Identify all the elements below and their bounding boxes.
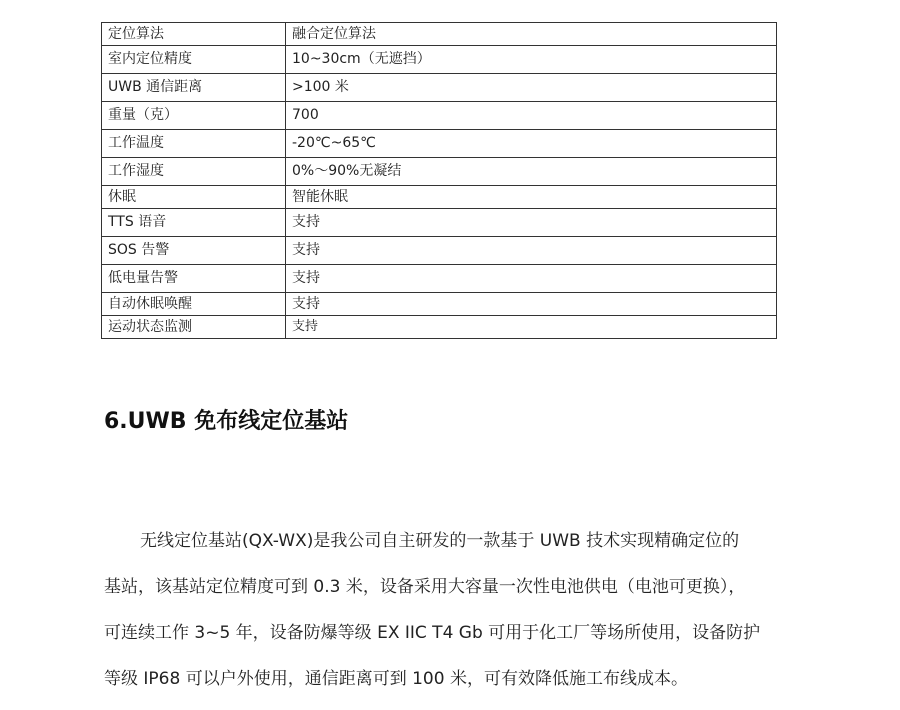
spec-label: UWB 通信距离 <box>102 74 286 102</box>
paragraph-line: 无线定位基站(QX-WX)是我公司自主研发的一款基于 UWB 技术实现精确定位的 <box>140 531 740 551</box>
spec-value: 700 <box>286 102 777 130</box>
spec-value: 支持 <box>286 293 777 316</box>
spec-label: TTS 语音 <box>102 209 286 237</box>
spec-label: 工作温度 <box>102 130 286 158</box>
table-row <box>102 186 777 209</box>
table-row <box>102 23 777 46</box>
paragraph-line: 等级 IP68 可以户外使用，通信距离可到 100 米，可有效降低施工布线成本。 <box>104 669 688 689</box>
table-row <box>102 237 777 265</box>
table-row <box>102 209 777 237</box>
table-row <box>102 130 777 158</box>
spec-label: 室内定位精度 <box>102 46 286 74</box>
spec-table <box>101 22 777 339</box>
table-row <box>102 293 777 316</box>
section-paragraph <box>104 518 804 702</box>
spec-label: 休眠 <box>102 186 286 209</box>
table-row <box>102 74 777 102</box>
spec-label: 工作湿度 <box>102 158 286 186</box>
spec-label: 定位算法 <box>102 23 286 46</box>
spec-label: 运动状态监测 <box>102 316 286 339</box>
spec-label: SOS 告警 <box>102 237 286 265</box>
paragraph-line: 可连续工作 3~5 年，设备防爆等级 EX IIC T4 Gb 可用于化工厂等场所使用，设备防护 <box>104 623 761 643</box>
spec-value: 融合定位算法 <box>286 23 777 46</box>
spec-label: 自动休眠唤醒 <box>102 293 286 316</box>
table-row <box>102 265 777 293</box>
spec-value: 支持 <box>286 209 777 237</box>
spec-value: 支持 <box>286 265 777 293</box>
spec-value: >100 米 <box>286 74 777 102</box>
section-heading: 6.UWB 免布线定位基站 <box>104 409 349 434</box>
spec-value: 10~30cm（无遮挡） <box>286 46 777 74</box>
paragraph-line: 基站，该基站定位精度可到 0.3 米，设备采用大容量一次性电池供电（电池可更换）， <box>104 577 746 597</box>
spec-label: 低电量告警 <box>102 265 286 293</box>
spec-value: -20℃~65℃ <box>286 130 777 158</box>
table-row <box>102 316 777 339</box>
table-row <box>102 158 777 186</box>
spec-value: 支持 <box>286 316 777 339</box>
spec-value: 支持 <box>286 237 777 265</box>
spec-value: 智能休眠 <box>286 186 777 209</box>
spec-label: 重量（克） <box>102 102 286 130</box>
table-row <box>102 46 777 74</box>
table-row <box>102 102 777 130</box>
spec-value: 0%～90%无凝结 <box>286 158 777 186</box>
